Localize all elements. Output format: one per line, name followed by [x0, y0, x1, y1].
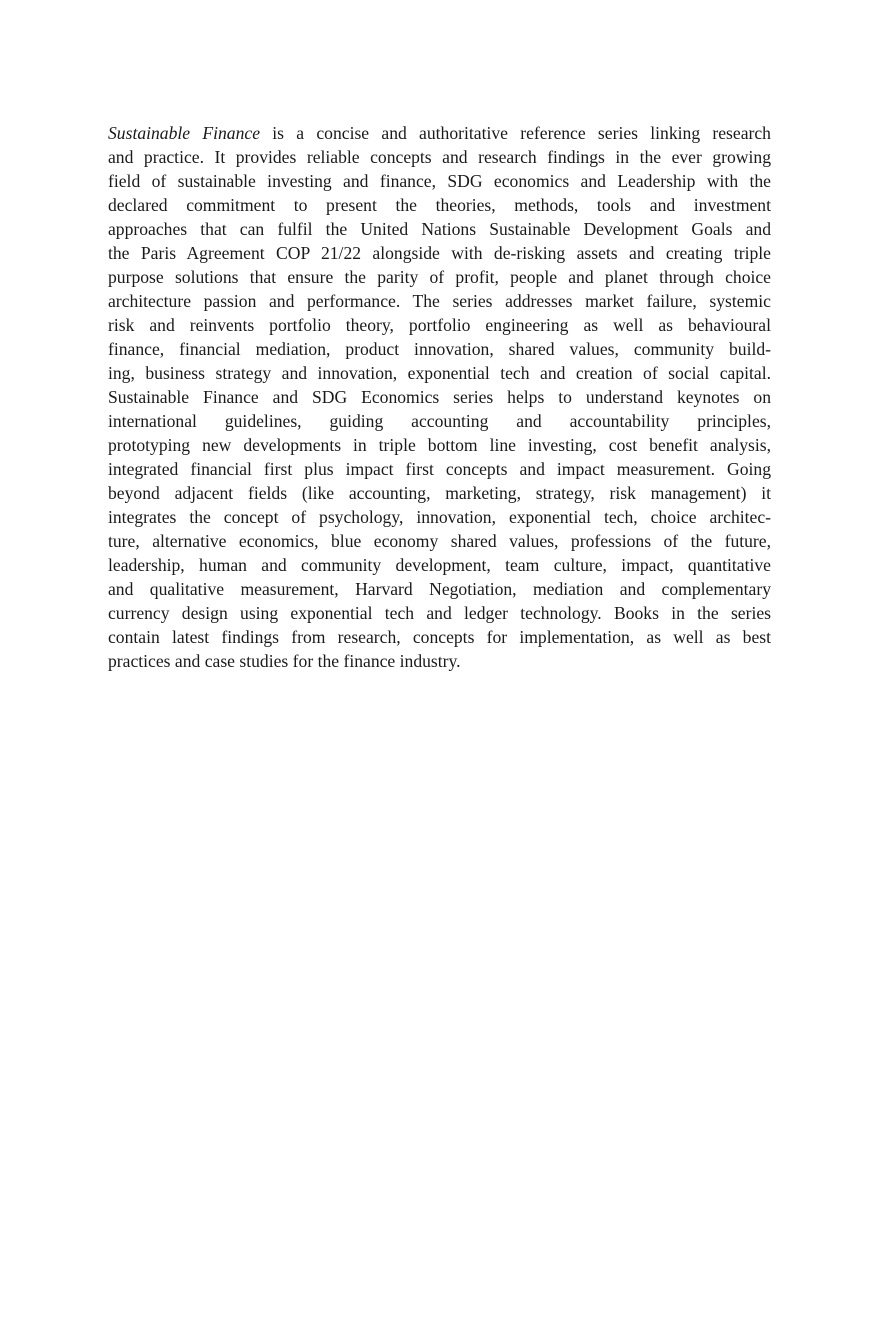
paragraph-line: and qualitative measurement, Harvard Negotiation, mediation and complementary — [108, 579, 771, 599]
paragraph-line: contain latest findings from research, concepts for implementation, as well as best — [108, 627, 771, 647]
paragraph-line: international guidelines, guiding accounting and accountability principles, — [108, 411, 771, 431]
paragraph-line: integrates the concept of psychology, innovation, exponential tech, choice architec- — [108, 507, 771, 527]
paragraph-line: field of sustainable investing and finance, SDG economics and Leadership with the — [108, 171, 771, 191]
paragraph-line: the Paris Agreement COP 21/22 alongside with de-risking assets and creating triple — [108, 243, 771, 263]
paragraph-line: ing, business strategy and innovation, exponential tech and creation of social capital. — [108, 363, 771, 383]
paragraph-line: purpose solutions that ensure the parity of profit, people and planet through choice — [108, 267, 771, 287]
paragraph-line: finance, financial mediation, product innovation, shared values, community build- — [108, 339, 771, 359]
paragraph-line: architecture passion and performance. The series addresses market failure, systemic — [108, 291, 771, 311]
paragraph-line — [108, 121, 771, 145]
paragraph-line: risk and reinvents portfolio theory, portfolio engineering as well as behavioural — [108, 315, 771, 335]
series-description-paragraph — [108, 121, 771, 673]
paragraph-line: ture, alternative economics, blue economy shared values, professions of the future, — [108, 531, 771, 551]
paragraph-line: approaches that can fulfil the United Nations Sustainable Development Goals and — [108, 219, 771, 239]
paragraph-line: practices and case studies for the finance industry. — [108, 651, 461, 671]
paragraph-line: declared commitment to present the theories, methods, tools and investment — [108, 195, 771, 215]
paragraph-line: beyond adjacent fields (like accounting, marketing, strategy, risk management) it — [108, 483, 771, 503]
paragraph-line: and practice. It provides reliable concepts and research findings in the ever growing — [108, 147, 771, 167]
series-title: Sustainable Finance — [108, 123, 261, 143]
paragraph-line: integrated financial first plus impact first concepts and impact measurement. Going — [108, 459, 771, 479]
first-line-text: is a concise and authoritative reference series linking research — [260, 123, 771, 143]
paragraph-line: Sustainable Finance and SDG Economics series helps to understand keynotes on — [108, 387, 771, 407]
paragraph-line: leadership, human and community development, team culture, impact, quantitative — [108, 555, 771, 575]
paragraph-line: prototyping new developments in triple bottom line investing, cost benefit analysis, — [108, 435, 771, 455]
paragraph-line: currency design using exponential tech and ledger technology. Books in the series — [108, 603, 771, 623]
